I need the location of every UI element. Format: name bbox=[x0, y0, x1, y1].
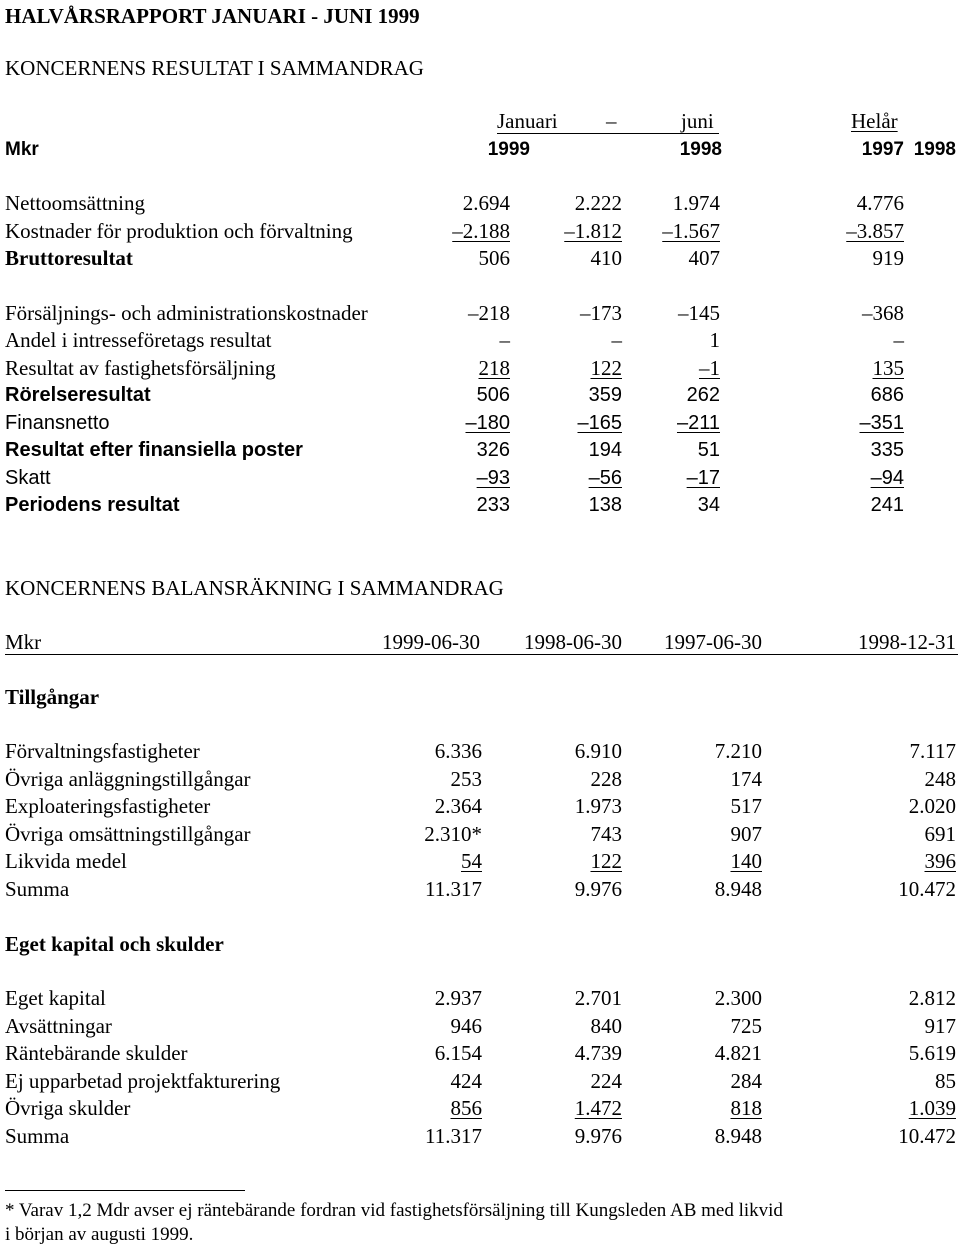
income-row-value: –17 bbox=[686, 467, 720, 489]
equity-row-label: Summa bbox=[5, 1124, 70, 1148]
asset-row-label: Övriga omsättningstillgångar bbox=[5, 822, 251, 846]
asset-row-value: 9.976 bbox=[574, 877, 622, 901]
asset-row-value: 6.336 bbox=[434, 739, 482, 763]
asset-row-label: Förvaltningsfastigheter bbox=[5, 739, 200, 763]
full-year-label: Helår bbox=[851, 109, 898, 133]
income-row-value: 2.222 bbox=[574, 191, 622, 215]
equity-row-value: 1.039 bbox=[908, 1096, 956, 1120]
income-year-1998: 1998 bbox=[679, 139, 722, 160]
asset-row-label: Likvida medel bbox=[5, 849, 127, 873]
equity-row-value: 85 bbox=[935, 1069, 956, 1093]
balance-unit-label: Mkr bbox=[5, 630, 42, 654]
period-start-label: Januari bbox=[497, 109, 558, 133]
income-row-value: 138 bbox=[588, 494, 622, 516]
equity-row-value: 4.739 bbox=[574, 1041, 622, 1065]
income-row-label: Nettoomsättning bbox=[5, 191, 145, 215]
income-row-label: Resultat av fastighetsförsäljning bbox=[5, 356, 276, 380]
asset-row-label: Summa bbox=[5, 877, 70, 901]
income-row-value: –218 bbox=[468, 301, 510, 325]
income-row-value: 506 bbox=[478, 246, 510, 270]
income-row-value: –173 bbox=[580, 301, 622, 325]
footnote-line-2: i början av augusti 1999. bbox=[5, 1224, 194, 1245]
asset-row-value: 174 bbox=[730, 767, 762, 791]
equity-row-value: 2.300 bbox=[714, 986, 762, 1010]
income-year-1999: 1999 bbox=[487, 139, 530, 160]
equity-row-value: 1.472 bbox=[574, 1096, 622, 1120]
income-row-label: Skatt bbox=[5, 467, 51, 489]
income-row-value: 1 bbox=[709, 328, 720, 352]
asset-row-value: 11.317 bbox=[425, 877, 482, 901]
balance-date-4: 1998-12-31 bbox=[858, 630, 956, 654]
asset-row-label: Övriga anläggningstillgångar bbox=[5, 767, 251, 791]
income-row-value: –2.188 bbox=[452, 219, 510, 243]
asset-row-value: 10.472 bbox=[898, 877, 956, 901]
income-row-label: Rörelseresultat bbox=[5, 384, 151, 406]
equity-row-value: 424 bbox=[450, 1069, 482, 1093]
asset-row-value: 7.210 bbox=[714, 739, 762, 763]
income-row-value: 2.694 bbox=[462, 191, 510, 215]
equity-row-value: 10.472 bbox=[898, 1124, 956, 1148]
income-row-value: –56 bbox=[588, 467, 622, 489]
asset-row-value: 140 bbox=[730, 849, 762, 873]
period-dash: – bbox=[606, 109, 617, 133]
income-row-value: 1.974 bbox=[672, 191, 720, 215]
asset-row-value: 907 bbox=[730, 822, 762, 846]
income-row-label: Andel i intresseföretags resultat bbox=[5, 328, 272, 352]
equity-row-value: 818 bbox=[730, 1096, 762, 1120]
asset-row-value: 691 bbox=[924, 822, 956, 846]
asset-row-value: 6.910 bbox=[574, 739, 622, 763]
asset-row-value: 228 bbox=[590, 767, 622, 791]
income-row-value: –351 bbox=[859, 412, 904, 434]
income-row-value: 194 bbox=[588, 439, 622, 461]
asset-row-value: 54 bbox=[461, 849, 482, 873]
income-row-value: 218 bbox=[478, 356, 510, 380]
balance-date-2: 1998-06-30 bbox=[524, 630, 622, 654]
balance-date-1: 1999-06-30 bbox=[382, 630, 480, 654]
equity-row-value: 284 bbox=[730, 1069, 762, 1093]
asset-row-value: 396 bbox=[924, 849, 956, 873]
income-row-value: –211 bbox=[676, 412, 720, 434]
equity-row-value: 856 bbox=[450, 1096, 482, 1120]
report-title: HALVÅRSRAPPORT JANUARI - JUNI 1999 bbox=[5, 4, 420, 28]
footnote-rule bbox=[5, 1190, 245, 1191]
income-row-value: 241 bbox=[870, 494, 904, 516]
income-row-value: 407 bbox=[688, 246, 720, 270]
equity-row-value: 5.619 bbox=[908, 1041, 956, 1065]
equity-heading: Eget kapital och skulder bbox=[5, 932, 224, 956]
income-row-value: 233 bbox=[476, 494, 510, 516]
income-row-value: 410 bbox=[590, 246, 622, 270]
income-row-value: 686 bbox=[870, 384, 904, 406]
income-row-value: 335 bbox=[870, 439, 904, 461]
income-row-value: 4.776 bbox=[856, 191, 904, 215]
income-row-value: 359 bbox=[588, 384, 622, 406]
income-row-label: Kostnader för produktion och förvaltning bbox=[5, 219, 353, 243]
equity-row-value: 2.812 bbox=[908, 986, 956, 1010]
income-row-value: –94 bbox=[870, 467, 904, 489]
income-row-value: –93 bbox=[476, 467, 510, 489]
income-row-value: –145 bbox=[678, 301, 720, 325]
income-row-value: 919 bbox=[872, 246, 904, 270]
income-row-value: –180 bbox=[465, 412, 510, 434]
income-year-1997: 1997 bbox=[861, 139, 904, 160]
asset-row-value: 7.117 bbox=[909, 739, 956, 763]
income-row-value: – bbox=[611, 328, 622, 352]
income-row-value: –1.812 bbox=[564, 219, 622, 243]
asset-row-label: Exploateringsfastigheter bbox=[5, 794, 211, 818]
income-row-label: Resultat efter finansiella poster bbox=[5, 439, 303, 461]
income-row-label: Bruttoresultat bbox=[5, 246, 133, 270]
income-heading: KONCERNENS RESULTAT I SAMMANDRAG bbox=[5, 56, 424, 80]
income-row-value: –3.857 bbox=[846, 219, 904, 243]
income-row-value: –1 bbox=[699, 356, 720, 380]
asset-row-value: 743 bbox=[590, 822, 622, 846]
equity-row-value: 4.821 bbox=[714, 1041, 762, 1065]
equity-row-value: 224 bbox=[590, 1069, 622, 1093]
asset-row-value: 2.310* bbox=[424, 822, 482, 846]
income-row-value: 326 bbox=[476, 439, 510, 461]
income-row-value: 506 bbox=[476, 384, 510, 406]
equity-row-label: Eget kapital bbox=[5, 986, 106, 1010]
income-row-value: – bbox=[499, 328, 510, 352]
income-row-label: Försäljnings- och administrationskostnader bbox=[5, 301, 368, 325]
income-year-1998-full: 1998 bbox=[913, 139, 956, 160]
income-unit-label: Mkr bbox=[5, 139, 39, 160]
income-row-value: 135 bbox=[872, 356, 904, 380]
equity-row-value: 840 bbox=[590, 1014, 622, 1038]
income-row-value: 262 bbox=[686, 384, 720, 406]
equity-row-label: Räntebärande skulder bbox=[5, 1041, 188, 1065]
balance-heading: KONCERNENS BALANSRÄKNING I SAMMANDRAG bbox=[5, 576, 504, 600]
balance-date-3: 1997-06-30 bbox=[664, 630, 762, 654]
equity-row-value: 8.948 bbox=[714, 1124, 762, 1148]
income-row-value: –1.567 bbox=[662, 219, 720, 243]
equity-row-label: Avsättningar bbox=[5, 1014, 112, 1038]
equity-row-value: 2.701 bbox=[574, 986, 622, 1010]
assets-heading: Tillgångar bbox=[5, 685, 100, 709]
asset-row-value: 2.020 bbox=[908, 794, 956, 818]
equity-row-label: Ej upparbetad projektfakturering bbox=[5, 1069, 281, 1093]
income-row-label: Periodens resultat bbox=[5, 494, 180, 516]
asset-row-value: 253 bbox=[450, 767, 482, 791]
equity-row-value: 11.317 bbox=[425, 1124, 482, 1148]
income-row-value: – bbox=[893, 328, 904, 352]
equity-row-value: 725 bbox=[730, 1014, 762, 1038]
asset-row-value: 1.973 bbox=[574, 794, 622, 818]
income-row-value: –368 bbox=[862, 301, 904, 325]
income-row-value: 34 bbox=[697, 494, 720, 516]
asset-row-value: 248 bbox=[924, 767, 956, 791]
income-row-value: 122 bbox=[590, 356, 622, 380]
income-row-value: –165 bbox=[577, 412, 622, 434]
asset-row-value: 2.364 bbox=[434, 794, 482, 818]
equity-row-value: 9.976 bbox=[574, 1124, 622, 1148]
footnote-line-1: * Varav 1,2 Mdr avser ej räntebärande fordran vid fastighetsförsäljning till Kungsleden AB med likvid bbox=[5, 1200, 783, 1221]
income-row-label: Finansnetto bbox=[5, 412, 110, 434]
equity-row-value: 917 bbox=[924, 1014, 956, 1038]
equity-row-value: 2.937 bbox=[434, 986, 482, 1010]
equity-row-value: 946 bbox=[450, 1014, 482, 1038]
balance-header-rule bbox=[5, 654, 958, 655]
asset-row-value: 122 bbox=[590, 849, 622, 873]
asset-row-value: 517 bbox=[730, 794, 762, 818]
equity-row-value: 6.154 bbox=[434, 1041, 482, 1065]
equity-row-label: Övriga skulder bbox=[5, 1096, 131, 1120]
income-row-value: 51 bbox=[697, 439, 720, 461]
asset-row-value: 8.948 bbox=[714, 877, 762, 901]
period-end-label: juni bbox=[681, 109, 714, 133]
